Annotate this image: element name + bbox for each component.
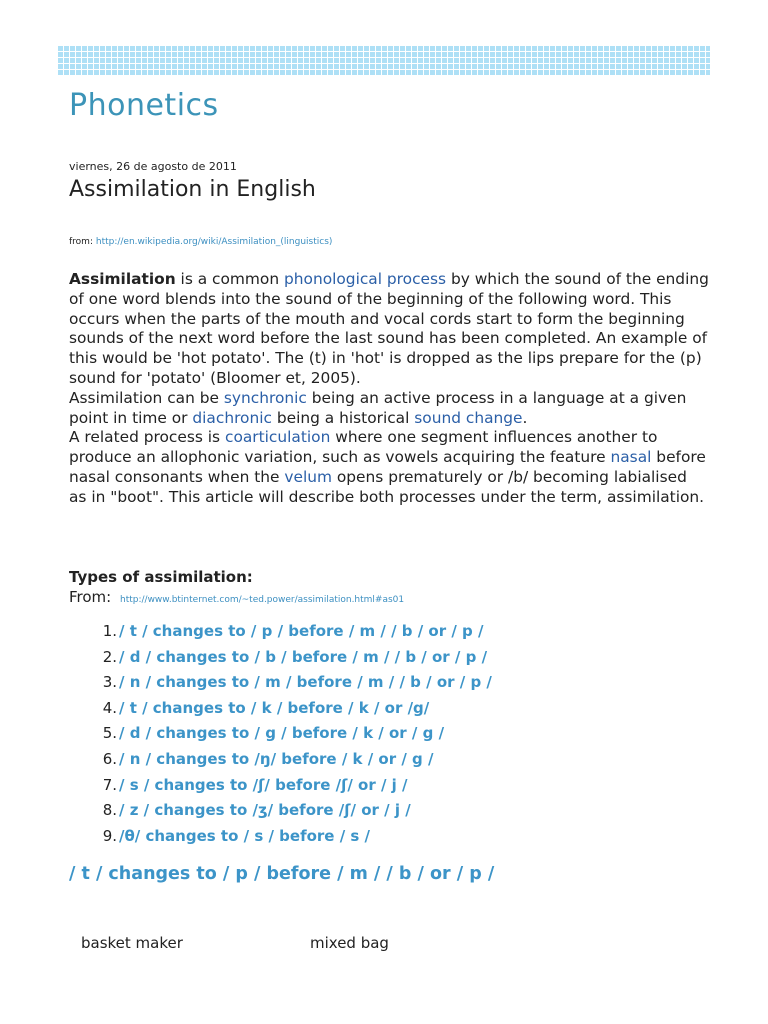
rule-link[interactable]: / s / changes to /ʃ/ before /ʃ/ or / j / [119,775,408,794]
list-item [89,699,689,725]
link-nasal[interactable]: nasal [610,448,652,467]
link-diachronic[interactable]: diachronic [192,408,272,427]
paragraph-synchronic [69,389,709,429]
rule-link[interactable]: / t / changes to / k / before / k / or /g/ [119,698,430,717]
item-number: 4. [102,698,117,717]
item-number: 5. [102,724,117,743]
section-heading-t-to-p: / t / changes to / p / before / m / / b / or / p / [69,864,495,884]
types-source-link[interactable]: http://www.btinternet.com/~ted.power/assimilation.html#as01 [120,595,405,605]
text-fragment: by which the sound of the ending of one word blends into the sound of the beginning of the following word. This occurs when the parts of the mouth and vocal cords start to form the beginning sounds of the next word before the last sound has been completed. An example of this would be 'hot potato'. The (t) in 'hot' is dropped as the lips prepare for the (p) sound for 'potato' (Bloomer et, 2005). [69,270,709,387]
text-fragment: before nasal consonants when the [69,448,706,486]
rule-link[interactable]: / n / changes to /ŋ/ before / k / or / g / [119,749,434,768]
link-coarticulation[interactable]: coarticulation [224,428,331,447]
rule-link[interactable]: / t / changes to / p / before / m / / b / or / p / [119,622,484,640]
rule-link[interactable]: / n / changes to / m / before / m / / b / or / p / [119,673,492,692]
text-fragment: being a historical [271,408,415,427]
text-fragment: opens prematurely or /b/ becoming labialised as in "boot". This article will describe both processes under the term, assimilation. [69,467,705,506]
item-number: 2. [102,647,117,666]
text-fragment: Assimilation can be [69,388,224,407]
term-assimilation: Assimilation [69,270,176,288]
item-number: 1. [102,622,117,640]
item-number: 9. [102,826,117,845]
link-velum[interactable]: velum [284,467,332,486]
list-item [89,801,689,827]
link-sound-change[interactable]: sound change [414,408,523,427]
from-label: From: [69,588,112,606]
paragraph-coarticulation [69,428,709,507]
types-heading: Types of assimilation: [69,568,253,586]
list-item [89,750,689,776]
list-item [89,724,689,750]
text-fragment: is a common [175,270,284,288]
blog-title[interactable]: Phonetics [69,88,219,123]
item-number: 3. [102,673,117,692]
example-mixed-bag: mixed bag [310,934,389,952]
list-item [89,827,689,853]
text-fragment: where one segment influences another to produce an allophonic variation, such as vowels acquiring the feature [69,428,658,467]
assimilation-rules-list [89,622,689,852]
post-date: viernes, 26 de agosto de 2011 [69,160,237,173]
list-item [89,673,689,699]
text-fragment: being an active process in a language at a given point in time or [69,388,687,427]
rule-link[interactable]: /θ/ changes to / s / before / s / [119,826,371,845]
rule-link[interactable]: / d / changes to / g / before / k / or / g / [119,724,445,743]
link-phonological-process[interactable]: phonological process [284,270,447,288]
item-number: 6. [102,749,117,768]
list-item [89,776,689,802]
rule-link[interactable]: / d / changes to / b / before / m / / b / or / p / [119,647,488,666]
list-item [89,648,689,674]
post-body [69,270,709,508]
source-line [69,237,332,247]
text-fragment: . [522,408,528,427]
paragraph-intro [69,270,709,389]
source-prefix: from: [69,237,93,247]
link-synchronic[interactable]: synchronic [223,388,307,407]
item-number: 7. [102,775,117,794]
types-source-line [69,588,404,606]
text-fragment: A related process is [69,428,225,447]
list-item [89,622,689,648]
post-title[interactable]: Assimilation in English [69,177,316,202]
item-number: 8. [102,801,117,820]
source-link[interactable]: http://en.wikipedia.org/wiki/Assimilation_(linguistics) [95,237,333,247]
header-banner [57,45,710,75]
rule-link[interactable]: / z / changes to /ʒ/ before /ʃ/ or / j / [119,801,411,820]
example-basket-maker: basket maker [81,934,183,952]
